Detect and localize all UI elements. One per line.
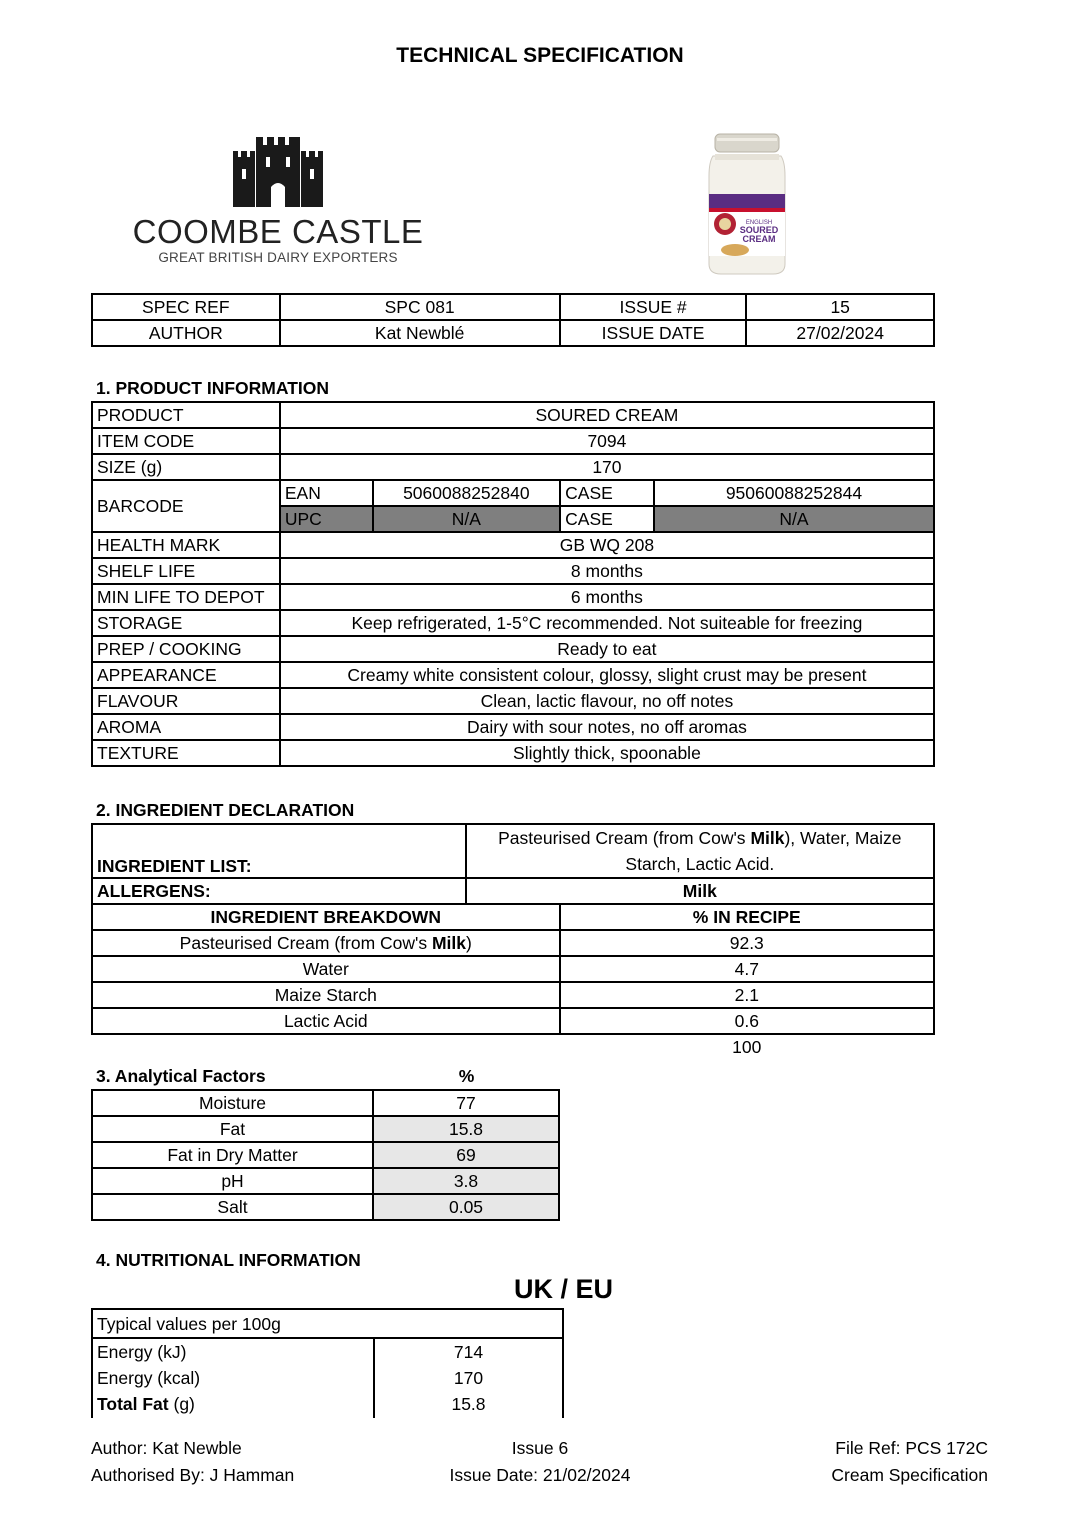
item-code-label: ITEM CODE — [92, 428, 280, 454]
total-fat-label — [97, 1391, 195, 1417]
footer-issue-date: Issue Date: 21/02/2024 — [449, 1465, 631, 1485]
section-1-heading: 1. PRODUCT INFORMATION — [96, 378, 330, 398]
item-code-value: 7094 — [280, 428, 934, 454]
ingredient-list-text-2: ), Water, Maize — [784, 828, 902, 848]
table-row — [92, 982, 934, 1008]
ingredient-name: Lactic Acid — [92, 1008, 560, 1034]
ingredient-name-text-2: ) — [466, 933, 472, 953]
shelf-life-value: 8 months — [280, 558, 934, 584]
min-life-value: 6 months — [280, 584, 934, 610]
texture-value: Slightly thick, spoonable — [280, 740, 934, 766]
author-value: Kat Newblé — [280, 320, 560, 346]
ingredient-percent: 92.3 — [560, 930, 934, 956]
section-4-heading: 4. NUTRITIONAL INFORMATION — [96, 1250, 361, 1270]
barcode-label: BARCODE — [92, 480, 280, 532]
spec-header-table — [91, 293, 935, 347]
factor-name: Moisture — [92, 1090, 373, 1116]
size-value: 170 — [280, 454, 934, 480]
soured-cream-jar-image — [705, 132, 789, 277]
allergens-value: Milk — [466, 878, 934, 904]
section-2-heading: 2. INGREDIENT DECLARATION — [96, 800, 355, 820]
footer-author: Author: Kat Newble — [91, 1438, 242, 1458]
jar-label-line1: ENGLISH — [745, 220, 773, 226]
factor-name: Fat in Dry Matter — [92, 1142, 373, 1168]
logo-name: COOMBE CASTLE — [132, 213, 424, 250]
jar-label-line2: SOURED — [739, 225, 779, 235]
ingredient-table — [91, 823, 935, 1059]
ingredient-name-text-1: Pasteurised Cream (from Cow's — [179, 933, 432, 953]
health-mark-label: HEALTH MARK — [92, 532, 280, 558]
region-heading: UK / EU — [514, 1274, 614, 1304]
spec-ref-label: SPEC REF — [92, 294, 280, 320]
prep-cooking-label: PREP / COOKING — [92, 636, 280, 662]
page-title: TECHNICAL SPECIFICATION — [396, 44, 684, 67]
factor-value: 0.05 — [373, 1194, 559, 1220]
logo-tagline: GREAT BRITISH DAIRY EXPORTERS — [158, 250, 398, 265]
ean-case-value: 95060088252844 — [654, 480, 934, 506]
ingredient-list-text-3: Starch, Lactic Acid. — [625, 854, 775, 874]
ean-label: EAN — [280, 480, 373, 506]
flavour-value: Clean, lactic flavour, no off notes — [280, 688, 934, 714]
storage-value: Keep refrigerated, 1-5°C recommended. Not suiteable for freezing — [280, 610, 934, 636]
health-mark-value: GB WQ 208 — [280, 532, 934, 558]
factor-name: Salt — [92, 1194, 373, 1220]
ean-case-label: CASE — [560, 480, 654, 506]
ingredient-list-text-1: Pasteurised Cream (from Cow's — [498, 828, 751, 848]
nutrition-table — [91, 1308, 564, 1418]
footer-center — [390, 1435, 690, 1489]
spec-ref-value: SPC 081 — [280, 294, 560, 320]
percent-in-recipe-header: % IN RECIPE — [560, 904, 934, 930]
size-label: SIZE (g) — [92, 454, 280, 480]
footer-authorised-by: Authorised By: J Hamman — [91, 1465, 295, 1485]
ingredient-list-value — [466, 824, 934, 878]
issue-value: 15 — [746, 294, 934, 320]
author-label: AUTHOR — [92, 320, 280, 346]
total-fat-value: 15.8 — [451, 1394, 486, 1414]
aroma-value: Dairy with sour notes, no off aromas — [280, 714, 934, 740]
ingredient-list-label: INGREDIENT LIST: — [92, 824, 466, 878]
ingredient-name — [92, 930, 560, 956]
ingredient-breakdown-header: INGREDIENT BREAKDOWN — [92, 904, 560, 930]
table-row — [92, 956, 934, 982]
product-info-table — [91, 401, 935, 767]
flavour-label: FLAVOUR — [92, 688, 280, 714]
analytical-unit-header: % — [458, 1066, 475, 1086]
ingredient-percent: 2.1 — [560, 982, 934, 1008]
issue-date-label: ISSUE DATE — [560, 320, 747, 346]
product-value: SOURED CREAM — [280, 402, 934, 428]
energy-kcal-value: 170 — [453, 1368, 484, 1388]
footer-left — [91, 1435, 294, 1489]
ingredient-name-milk: Milk — [431, 933, 467, 953]
ingredient-total: 100 — [732, 1037, 762, 1057]
jar-label-line3: CREAM — [742, 234, 776, 244]
typical-values-label: Typical values per 100g — [97, 1314, 281, 1334]
castle-icon — [128, 135, 428, 210]
issue-date-value: 27/02/2024 — [746, 320, 934, 346]
upc-case-value: N/A — [654, 506, 934, 532]
shelf-life-label: SHELF LIFE — [92, 558, 280, 584]
footer-issue: Issue 6 — [511, 1438, 569, 1458]
factor-value: 15.8 — [373, 1116, 559, 1142]
ingredient-name: Maize Starch — [92, 982, 560, 1008]
table-row — [92, 1008, 934, 1034]
ingredient-name: Water — [92, 956, 560, 982]
upc-case-label: CASE — [560, 506, 654, 532]
ingredient-percent: 4.7 — [560, 956, 934, 982]
footer-doc-name: Cream Specification — [831, 1465, 988, 1485]
factor-value: 69 — [373, 1142, 559, 1168]
section-3-heading: 3. Analytical Factors — [96, 1066, 266, 1086]
factor-value: 77 — [373, 1090, 559, 1116]
aroma-label: AROMA — [92, 714, 280, 740]
ingredient-percent: 0.6 — [560, 1008, 934, 1034]
energy-kcal-label: Energy (kcal) — [97, 1368, 201, 1388]
appearance-value: Creamy white consistent colour, glossy, slight crust may be present — [280, 662, 934, 688]
analytical-factors-table — [91, 1089, 560, 1221]
allergens-label: ALLERGENS: — [92, 878, 466, 904]
texture-label: TEXTURE — [92, 740, 280, 766]
coombe-castle-logo — [128, 135, 428, 270]
table-row — [92, 1194, 559, 1220]
issue-label: ISSUE # — [560, 294, 747, 320]
storage-label: STORAGE — [92, 610, 280, 636]
table-row — [92, 1116, 559, 1142]
appearance-label: APPEARANCE — [92, 662, 280, 688]
product-label: PRODUCT — [92, 402, 280, 428]
energy-kj-value: 714 — [453, 1342, 484, 1362]
total-spacer — [92, 1034, 560, 1059]
total-fat-label-bold: Total Fat — [97, 1394, 169, 1414]
table-row — [92, 1142, 559, 1168]
upc-label: UPC — [280, 506, 373, 532]
table-row — [92, 1090, 559, 1116]
factor-name: Fat — [92, 1116, 373, 1142]
prep-cooking-value: Ready to eat — [280, 636, 934, 662]
footer-right — [831, 1435, 988, 1489]
ean-value: 5060088252840 — [373, 480, 561, 506]
energy-kj-label: Energy (kJ) — [97, 1342, 187, 1362]
footer-file-ref: File Ref: PCS 172C — [835, 1438, 988, 1458]
upc-value: N/A — [373, 506, 561, 532]
ingredient-list-milk: Milk — [750, 828, 785, 848]
table-row — [92, 930, 934, 956]
table-row — [92, 1168, 559, 1194]
total-fat-label-unit: (g) — [168, 1394, 195, 1414]
factor-value: 3.8 — [373, 1168, 559, 1194]
min-life-label: MIN LIFE TO DEPOT — [92, 584, 280, 610]
factor-name: pH — [92, 1168, 373, 1194]
